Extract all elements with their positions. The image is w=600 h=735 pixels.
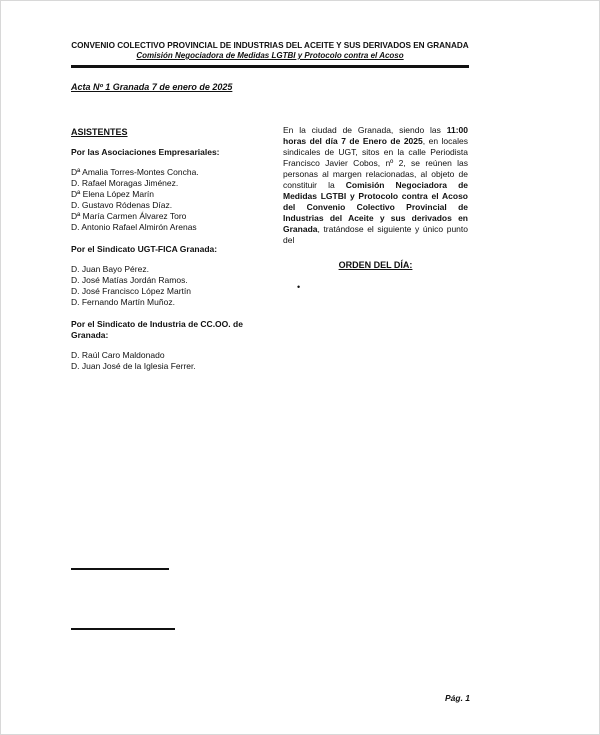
attendee-name: D. José Matías Jordán Ramos.	[71, 275, 188, 285]
intro-text: , tratándose el siguiente y único punto del	[283, 224, 468, 245]
attendee-name: Dª Elena López Marín	[71, 189, 154, 199]
agenda-bullet: •	[297, 282, 301, 292]
header-rule	[71, 65, 469, 68]
intro-paragraph	[283, 125, 468, 246]
attendee-name: D. Gustavo Ródenas Díaz.	[71, 200, 173, 210]
attendee-name: D. Juan Bayo Pérez.	[71, 264, 149, 274]
document-header	[71, 41, 469, 61]
group-label: Por el Sindicato UGT-FICA Granada:	[71, 244, 218, 254]
group-label: Por el Sindicato de Industria de CC.OO. de Granada:	[71, 319, 243, 340]
intro-text: , en locales sindicales de UGT, sitos en la calle Periodista Francisco Javier Cobos, nº 2, se reúnen las personas al margen relacionadas, al objeto de constituir la	[283, 136, 468, 190]
attendees-heading: ASISTENTES	[71, 127, 128, 137]
attendee-name: D. Fernando Martín Muñoz.	[71, 297, 175, 307]
signature-line	[71, 628, 175, 630]
page-number: Pág. 1	[445, 693, 471, 703]
intro-bold-time: 11:00 horas del día 7 de Enero de 2025	[283, 125, 468, 146]
attendees-column	[71, 127, 261, 383]
group-names	[71, 350, 261, 372]
attendee-name: D. Juan José de la Iglesia Ferrer.	[71, 361, 196, 371]
group-label: Por las Asociaciones Empresariales:	[71, 147, 220, 157]
group-names	[71, 264, 261, 308]
attendee-name: Dª Amalia Torres-Montes Concha.	[71, 167, 199, 177]
group-names	[71, 167, 261, 233]
header-title: CONVENIO COLECTIVO PROVINCIAL DE INDUSTRIAS DEL ACEITE Y SUS DERIVADOS EN GRANADA	[71, 41, 469, 50]
agenda-heading: ORDEN DEL DÍA:	[338, 260, 413, 270]
attendee-name: D. Raúl Caro Maldonado	[71, 350, 165, 360]
attendee-name: D. Antonio Rafael Almirón Arenas	[71, 222, 197, 232]
acta-title: Acta Nº 1 Granada 7 de enero de 2025	[71, 82, 233, 92]
attendee-name: Dª María Carmen Álvarez Toro	[71, 211, 187, 221]
attendee-name: D. José Francisco López Martín	[71, 286, 191, 296]
signature-line	[71, 568, 169, 570]
attendee-name: D. Rafael Moragas Jiménez.	[71, 178, 179, 188]
intro-text: En la ciudad de Granada, siendo las	[283, 125, 447, 135]
header-subtitle: Comisión Negociadora de Medidas LGTBI y Protocolo contra el Acoso	[136, 51, 404, 60]
intro-bold-commission: Comisión Negociadora de Medidas LGTBI y Protocolo contra el Acoso del Convenio Colectivo Provincial de Industrias del Aceite y sus derivados en Granada	[283, 180, 468, 234]
